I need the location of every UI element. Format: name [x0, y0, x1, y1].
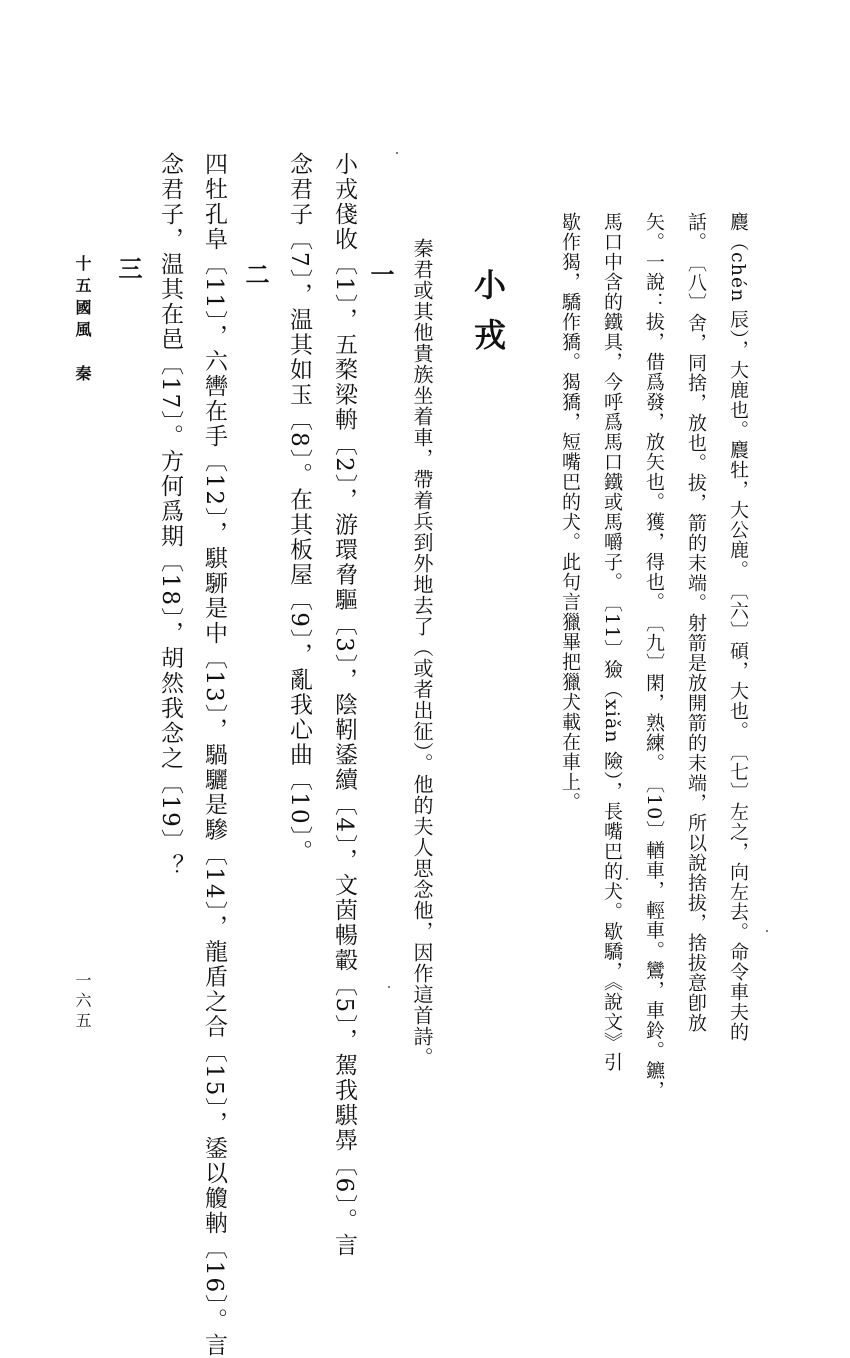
scan-speck [766, 930, 768, 932]
poem-line: 小戎俴收〔1〕，五楘梁輈〔2〕，游環脅驅〔3〕，陰靷鋈續〔4〕，文茵暢轂〔5〕，駕我騏馵〔6〕。言 [331, 152, 357, 1258]
section-number-2: 二 [241, 262, 270, 286]
poem-introduction: 秦君或其他貴族坐着車，帶着兵到外地去了（或者出征）。他的夫人思念他，因作這首詩。 [410, 238, 434, 1068]
note-column-1: 麎（chén 辰），大鹿也。麎牡，大公鹿。 〔六〕碩，大也。 〔七〕左之，向左去。命令車夫的 [727, 212, 749, 1042]
poem-line: 念君子，温其在邑〔17〕。方何爲期〔18〕，胡然我念之〔19〕？ [157, 152, 183, 879]
section-number-3: 三 [114, 256, 143, 280]
scan-speck [626, 878, 628, 880]
poem-line: 念君子〔7〕，温其如玉〔8〕。在其板屋〔9〕，亂我心曲〔10〕。 [286, 152, 312, 865]
note-column-3: 矢。一說：拔，借爲發，放矢也。獲，得也。 〔九〕閑，熟練。 〔10〕輶車，輕車。鸞，車鈴。鑣， [643, 212, 665, 1101]
scan-speck [396, 152, 398, 154]
running-head: 十五國風 秦 [73, 255, 92, 387]
poem-title: 小戎 [469, 268, 507, 368]
page-number: 一六五 [73, 972, 92, 1032]
note-column-2: 話。 〔八〕舍，同捨，放也。拔，箭的末端。射箭是放開箭的末端，所以說捨拔，捨拔意卽放 [685, 212, 707, 1033]
section-number-1: 一 [366, 262, 395, 286]
note-column-5: 歇作猲，驕作獢。猲獢，短嘴巴的犬。此句言獵畢把獵犬載在車上。 [559, 212, 581, 812]
poem-line: 四牡孔阜〔11〕，六轡在手〔12〕，騏駵是中〔13〕，騧驪是驂〔14〕，龍盾之合〔15〕，鋈以觼軜〔16〕。言 [201, 152, 227, 1358]
scan-speck [388, 986, 390, 988]
note-column-4: 馬口中含的鐵具，今呼爲馬口鐵或馬嚼子。 〔11〕獫（xiǎn 險），長嘴巴的犬。歇驕，《說文》引 [601, 212, 623, 1072]
